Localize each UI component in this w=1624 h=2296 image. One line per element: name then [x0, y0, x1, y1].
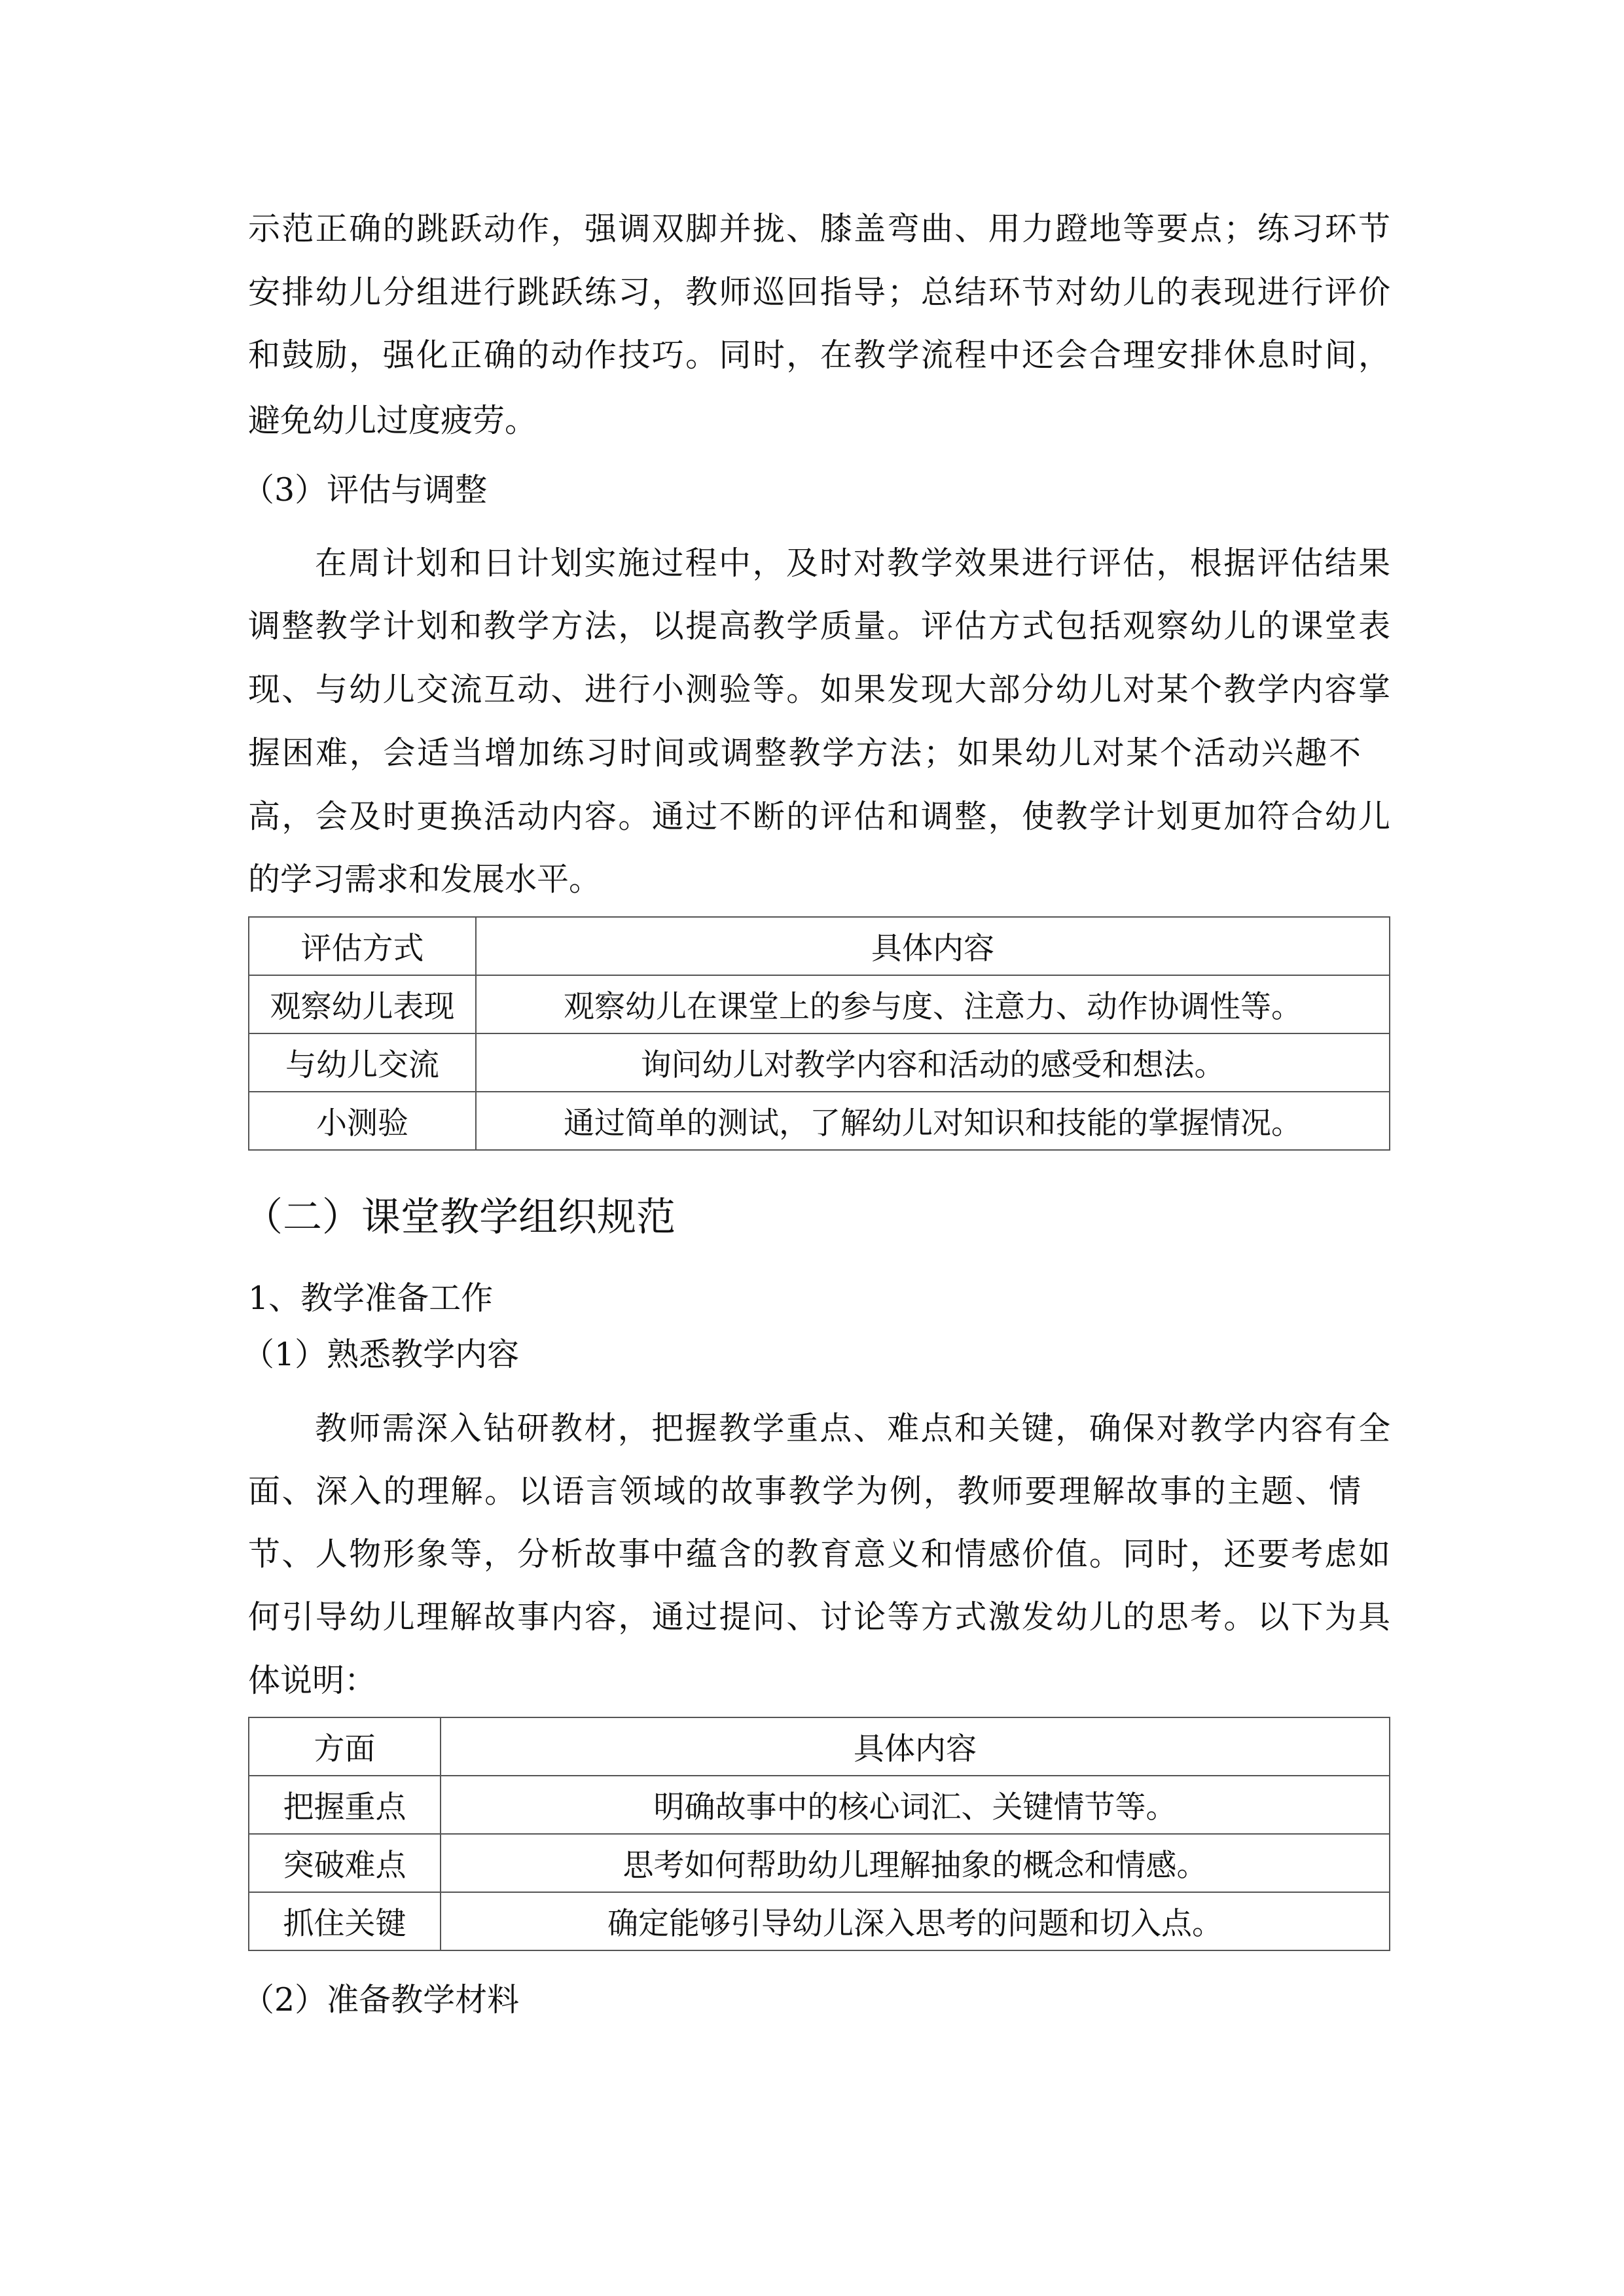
sub-heading: 1、教学准备工作 [248, 1280, 494, 1317]
table-cell: 观察幼儿表现 [249, 975, 476, 1033]
table-cell: 与幼儿交流 [249, 1033, 476, 1092]
table-row [249, 1834, 1390, 1892]
heading-familiarize: （1）熟悉教学内容 [242, 1336, 520, 1373]
table-cell: 突破难点 [249, 1834, 441, 1892]
table-row [249, 1092, 1390, 1150]
heading-evaluation: （3）评估与调整 [242, 471, 488, 509]
table-cell: 询问幼儿对教学内容和活动的感受和想法。 [476, 1033, 1390, 1092]
text-line: 在周计划和日计划实施过程中，及时对教学效果进行评估，根据评估结果 [315, 545, 1390, 582]
table-row [249, 1033, 1390, 1092]
text-line: 高，会及时更换活动内容。通过不断的评估和调整，使教学计划更加符合幼儿 [248, 798, 1390, 835]
table-cell: 把握重点 [249, 1776, 441, 1834]
text-line: 面、深入的理解。以语言领域的故事教学为例，教师要理解故事的主题、情 [248, 1473, 1361, 1510]
table-cell: 抓住关键 [249, 1892, 441, 1950]
text-line: 现、与幼儿交流互动、进行小测验等。如果发现大部分幼儿对某个教学内容掌 [248, 671, 1390, 708]
table-header: 方面 [249, 1717, 441, 1776]
table-header: 具体内容 [441, 1717, 1390, 1776]
table-cell: 小测验 [249, 1092, 476, 1150]
text-line: 握困难，会适当增加练习时间或调整教学方法；如果幼儿对某个活动兴趣不 [248, 734, 1361, 772]
table-header: 具体内容 [476, 917, 1390, 975]
table-row [249, 975, 1390, 1033]
aspect-table [248, 1717, 1390, 1951]
table-cell: 明确故事中的核心词汇、关键情节等。 [441, 1776, 1390, 1834]
text-line: 避免幼儿过度疲劳。 [248, 402, 537, 439]
text-line: 节、人物形象等，分析故事中蕴含的教育意义和情感价值。同时，还要考虑如 [248, 1535, 1390, 1573]
table-row [249, 1892, 1390, 1950]
text-line: 安排幼儿分组进行跳跃练习，教师巡回指导；总结环节对幼儿的表现进行评价 [248, 274, 1390, 311]
text-line: 示范正确的跳跃动作，强调双脚并拢、膝盖弯曲、用力蹬地等要点；练习环节 [248, 210, 1390, 247]
heading-materials: （2）准备教学材料 [242, 1981, 520, 2018]
text-line: 的学习需求和发展水平。 [248, 861, 602, 898]
table-header: 评估方式 [249, 917, 476, 975]
table-row [249, 1776, 1390, 1834]
table-cell: 思考如何帮助幼儿理解抽象的概念和情感。 [441, 1834, 1390, 1892]
table-header-row [249, 917, 1390, 975]
table-header-row [249, 1717, 1390, 1776]
evaluation-table [248, 916, 1390, 1151]
text-line: 体说明： [248, 1662, 377, 1699]
table-cell: 确定能够引导幼儿深入思考的问题和切入点。 [441, 1892, 1390, 1950]
table-cell: 观察幼儿在课堂上的参与度、注意力、动作协调性等。 [476, 975, 1390, 1033]
table-cell: 通过简单的测试，了解幼儿对知识和技能的掌握情况。 [476, 1092, 1390, 1150]
text-line: 教师需深入钻研教材，把握教学重点、难点和关键，确保对教学内容有全 [315, 1410, 1390, 1447]
text-line: 调整教学计划和教学方法，以提高教学质量。评估方式包括观察幼儿的课堂表 [248, 607, 1390, 645]
section-heading: （二）课堂教学组织规范 [244, 1194, 676, 1240]
text-line: 和鼓励，强化正确的动作技巧。同时，在教学流程中还会合理安排休息时间， [248, 336, 1390, 374]
text-line: 何引导幼儿理解故事内容，通过提问、讨论等方式激发幼儿的思考。以下为具 [248, 1598, 1390, 1636]
